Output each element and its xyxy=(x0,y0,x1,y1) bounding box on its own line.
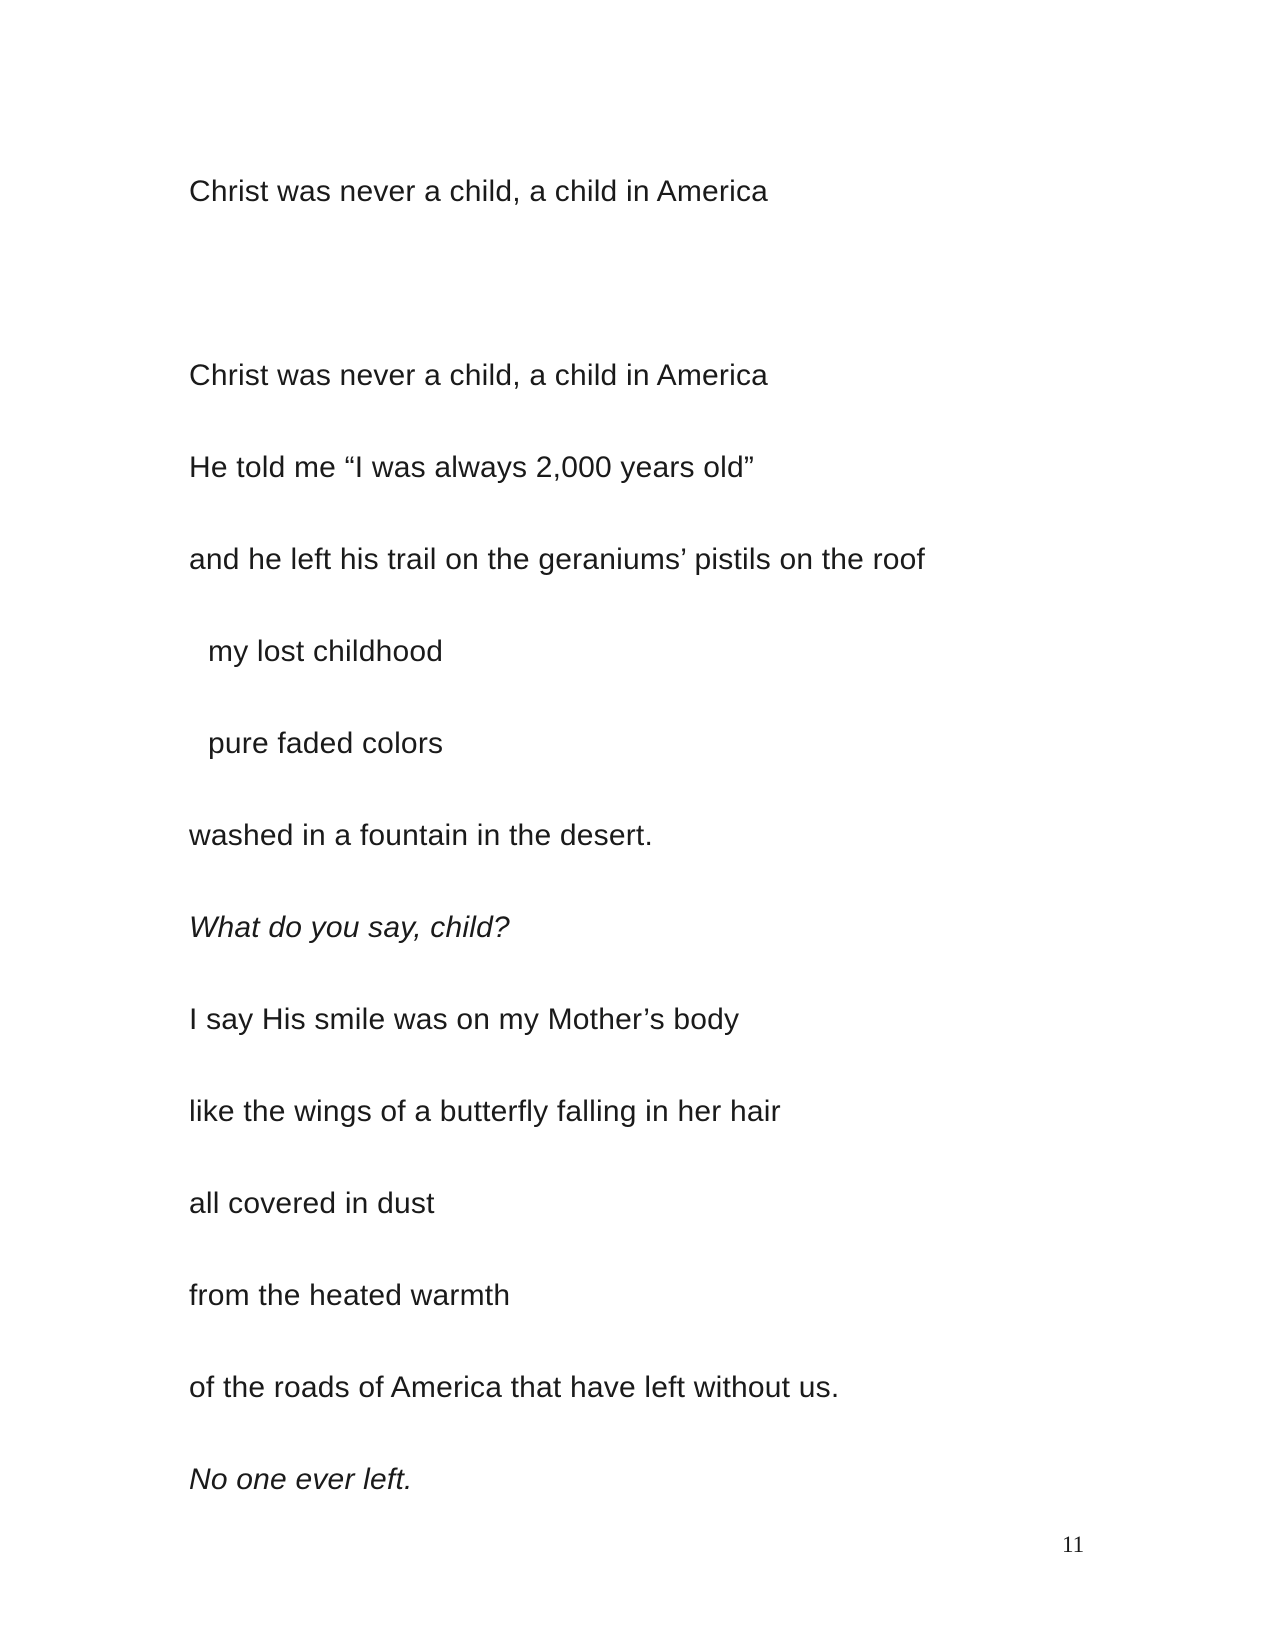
poem-line: I say His smile was on my Mother’s body xyxy=(189,1003,740,1036)
poem-line: Christ was never a child, a child in America xyxy=(189,359,769,392)
poem-line-italic: What do you say, child? xyxy=(189,911,510,944)
poem-line: like the wings of a butterfly falling in her hair xyxy=(189,1095,781,1128)
poem-line-indented: my lost childhood xyxy=(208,635,444,668)
poem-line: of the roads of America that have left without us. xyxy=(189,1371,840,1404)
poem-line-indented: pure faded colors xyxy=(208,727,444,760)
poem-line-italic: No one ever left. xyxy=(189,1463,413,1496)
poem-line: and he left his trail on the geraniums’ pistils on the roof xyxy=(189,543,926,576)
page-number: 11 xyxy=(1062,1532,1085,1557)
poem-line: washed in a fountain in the desert. xyxy=(189,819,653,852)
poem-title: Christ was never a child, a child in America xyxy=(189,175,769,208)
poem-line: all covered in dust xyxy=(189,1187,435,1220)
poem-line: He told me “I was always 2,000 years old” xyxy=(189,451,755,484)
poem-line: from the heated warmth xyxy=(189,1279,511,1312)
poem-body xyxy=(189,358,925,1554)
